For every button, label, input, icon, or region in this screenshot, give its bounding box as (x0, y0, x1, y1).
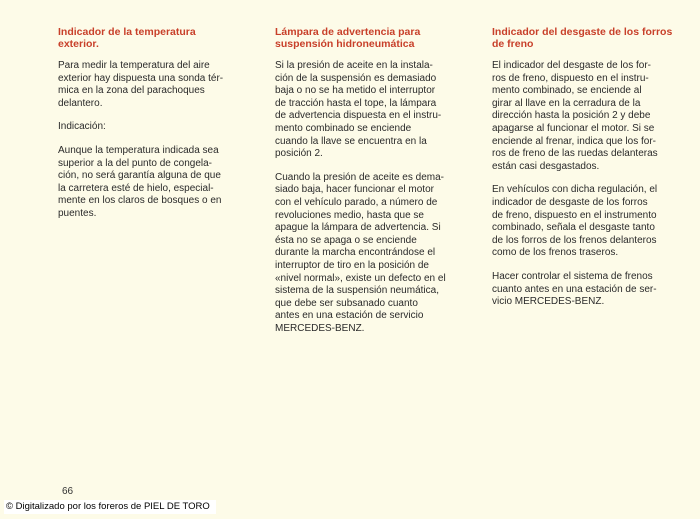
column-suspension-warning (275, 26, 487, 346)
credit-line: © Digitalizado por los foreros de PIEL DE TORO (4, 500, 216, 514)
column-brake-wear (492, 26, 696, 320)
paragraph: El indicador del desgaste de los for- ros de freno, dispuesto en el instru- mento combinado, se enciende al girar al llave en la cerradura de la dirección hasta la posición 2 y debe apagarse al funcionar el motor. Si se enciende al frenar, indica que los for- ros de freno de las ruedas delanteras están casi desgastados. (492, 60, 658, 172)
paragraph: Cuando la presión de aceite es dema- siado baja, hacer funcionar el motor con el vehículo parado, a número de revoluciones medio, hasta que se apague la lámpara de advertencia. Si éstа no se apaga o se enciende durante la marcha encontrándose el interruptor de tiro en la posición de «nivel normal», existe un defecto en el sistema de la suspensión neumática, que debe ser subsanado cuanto antes en una estación de servicio MERCEDES-BENZ. (275, 171, 446, 334)
paragraph: Hacer controlar el sistema de frenos cuanto antes en una estación de ser- vicio MERCEDES-BENZ. (492, 270, 657, 308)
page-number: 66 (62, 486, 74, 497)
paragraph: Aunque la temperatura indicada sea superior a la del punto de congela- ción, no será garantía alguna de que la carretera esté de hielo, especial- mente en los claros de bosques o en puentes. (58, 144, 222, 219)
section-heading: Lámpara de advertencia para suspensión hidroneumática (275, 26, 421, 50)
section-heading: Indicador de la temperatura exterior. (58, 26, 196, 50)
paragraph: Si la presión de aceite en la instala- ción de la suspensión es demasiado baja o no se ha metido el interruptor de tracción hasta el tope, la lámpara de advertencia dispuesta en el instru- mento combinado se enciende cuando la llave se encuentra en la posición 2. (275, 60, 442, 160)
paragraph: Para medir la temperatura del aire exterior hay dispuesta una sonda tér- mica en la zona del parachoques delantero. (58, 60, 224, 109)
column-outside-temperature (58, 26, 286, 232)
paragraph: En vehículos con dicha regulación, el indicador de desgaste de los forros de freno, dispuesto en el instrumento combinado, señala el desgaste tanto de los forros de los frenos delanteros como de los frenos traseros. (492, 184, 658, 259)
section-heading: Indicador del desgaste de los forros de freno (492, 26, 673, 50)
paragraph: Indicación: (58, 121, 106, 133)
